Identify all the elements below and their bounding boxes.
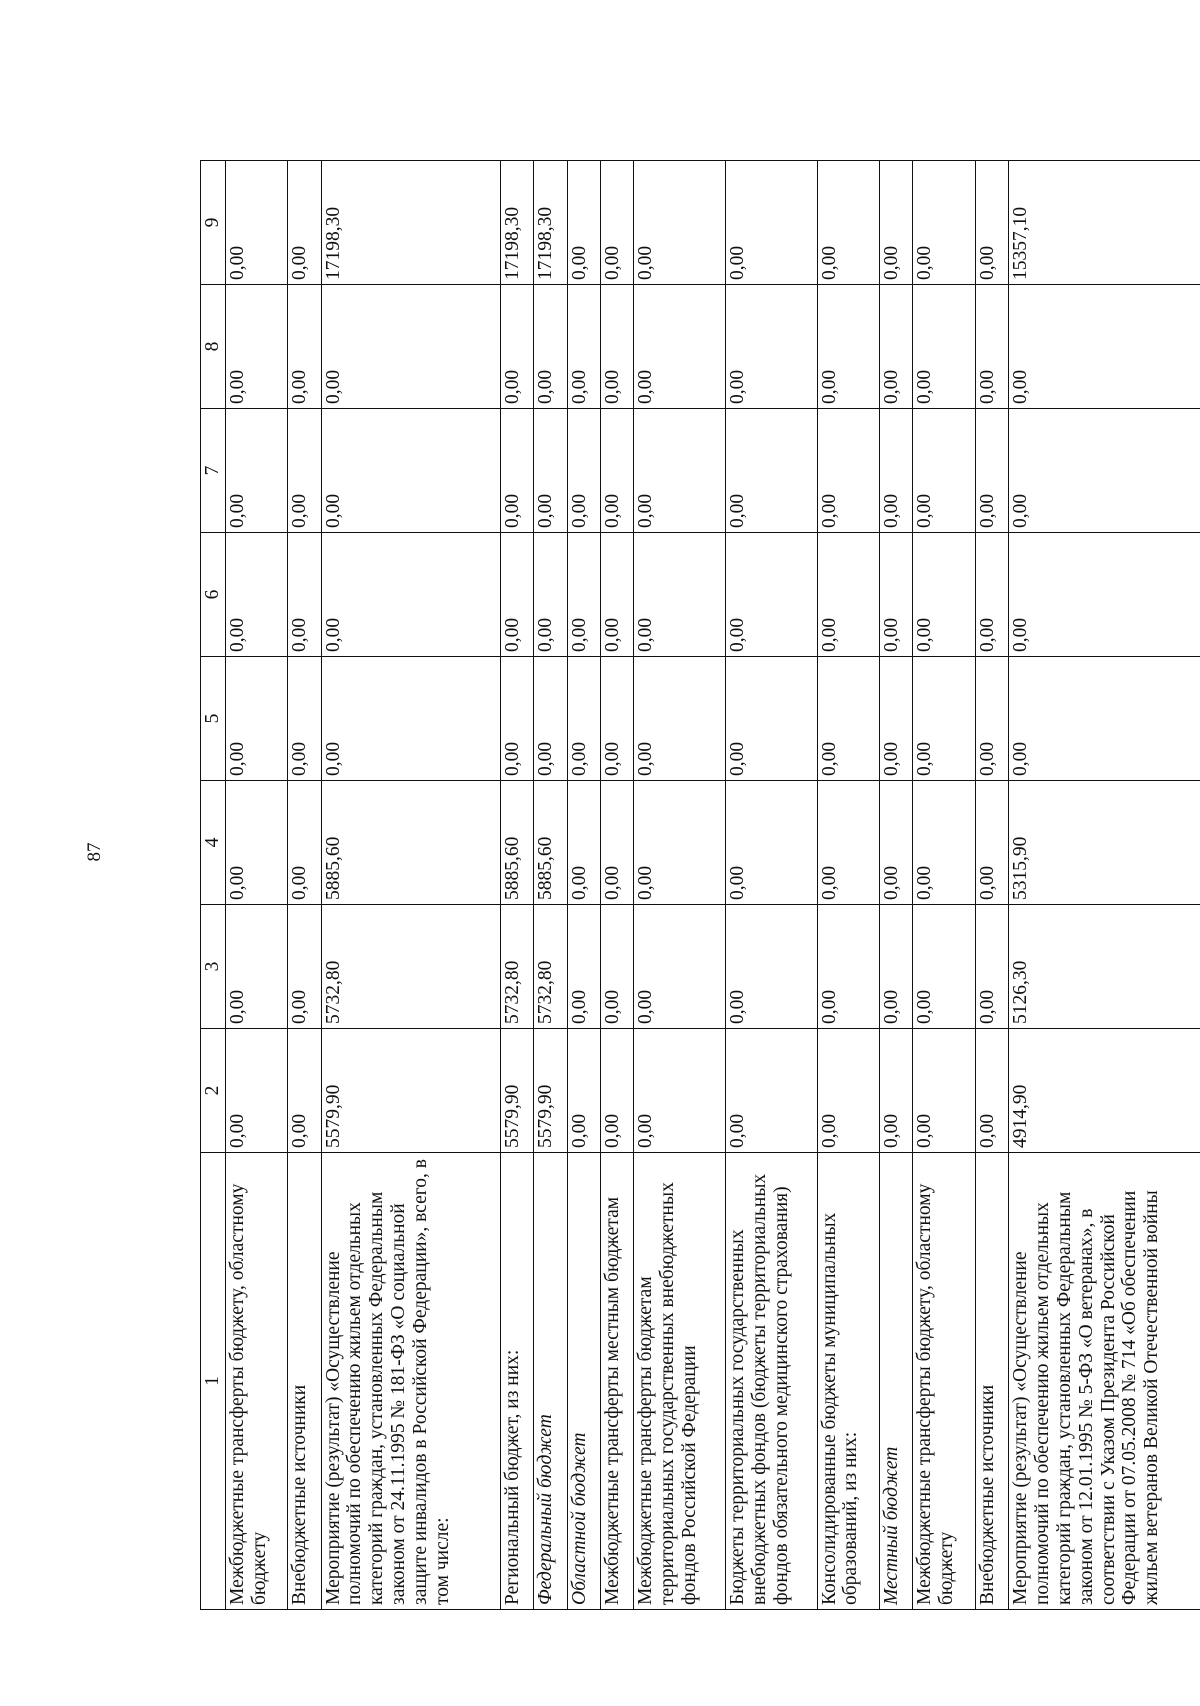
value-cell-col-3: 5732,80 (321, 905, 501, 1029)
value-cell-col-3: 0,00 (600, 905, 633, 1029)
value-cell-col-6: 0,00 (288, 533, 321, 657)
value-cell-col-6: 0,00 (567, 533, 600, 657)
value-cell-col-4: 0,00 (567, 781, 600, 905)
value-cell-col-7: 0,00 (501, 409, 534, 533)
value-cell-col-3: 5732,80 (501, 905, 534, 1029)
row-label: Межбюджетные трансферты бюджету, областному бюджету (913, 1153, 976, 1610)
value-cell-col-9: 0,00 (913, 161, 976, 285)
value-cell-col-9: 0,00 (725, 161, 817, 285)
value-cell-col-6: 0,00 (534, 533, 567, 657)
value-cell-col-3: 0,00 (975, 905, 1008, 1029)
row-label: Межбюджетные трансферты бюджету, областному бюджету (225, 1153, 288, 1610)
value-cell-col-9: 0,00 (880, 161, 913, 285)
value-cell-col-5: 0,00 (501, 657, 534, 781)
value-cell-col-3: 0,00 (567, 905, 600, 1029)
value-cell-col-4: 0,00 (225, 781, 288, 905)
value-cell-col-4: 5885,60 (501, 781, 534, 905)
table-row (634, 161, 726, 1610)
value-cell-col-5: 0,00 (1009, 657, 1200, 781)
value-cell-col-8: 0,00 (321, 285, 501, 409)
value-cell-col-2: 0,00 (913, 1029, 976, 1153)
value-cell-col-3: 0,00 (725, 905, 817, 1029)
value-cell-col-7: 0,00 (288, 409, 321, 533)
value-cell-col-5: 0,00 (634, 657, 726, 781)
value-cell-col-8: 0,00 (567, 285, 600, 409)
row-label: Консолидированные бюджеты муниципальных образований, из них: (817, 1153, 880, 1610)
value-cell-col-6: 0,00 (1009, 533, 1200, 657)
value-cell-col-7: 0,00 (225, 409, 288, 533)
value-cell-col-2: 0,00 (725, 1029, 817, 1153)
value-cell-col-8: 0,00 (817, 285, 880, 409)
value-cell-col-5: 0,00 (817, 657, 880, 781)
table-row (225, 161, 288, 1610)
row-label: Местный бюджет (880, 1153, 913, 1610)
budget-table-rotated (200, 160, 1200, 1610)
value-cell-col-2: 4914,90 (1009, 1029, 1200, 1153)
table-body (225, 161, 1200, 1610)
table-row (600, 161, 633, 1610)
value-cell-col-2: 0,00 (975, 1029, 1008, 1153)
table-row (913, 161, 976, 1610)
value-cell-col-4: 0,00 (880, 781, 913, 905)
header-col-1: 1 (201, 1153, 226, 1610)
value-cell-col-3: 0,00 (913, 905, 976, 1029)
page-number: 87 (84, 842, 105, 862)
row-label: Мероприятие (результат) «Осуществление полномочий по обеспечению жильем отдельных категорий граждан, установленных Федеральным законом от 24.11.1995 № 181-ФЗ «О социальной защите инвалидов в Российской Федерации», всего, в том числе: (321, 1153, 501, 1610)
value-cell-col-8: 0,00 (880, 285, 913, 409)
value-cell-col-8: 0,00 (288, 285, 321, 409)
value-cell-col-2: 5579,90 (534, 1029, 567, 1153)
table-header (201, 161, 226, 1610)
row-label: Межбюджетные трансферты бюджетам территориальных государственных внебюджетных фондов Российской Федерации (634, 1153, 726, 1610)
table-row (725, 161, 817, 1610)
value-cell-col-5: 0,00 (725, 657, 817, 781)
row-label: Внебюджетные источники (975, 1153, 1008, 1610)
value-cell-col-9: 0,00 (634, 161, 726, 285)
header-col-9: 9 (201, 161, 226, 285)
row-label: Межбюджетные трансферты местным бюджетам (600, 1153, 633, 1610)
value-cell-col-2: 0,00 (225, 1029, 288, 1153)
table-row (880, 161, 913, 1610)
value-cell-col-6: 0,00 (225, 533, 288, 657)
value-cell-col-4: 0,00 (634, 781, 726, 905)
header-row (201, 161, 226, 1610)
value-cell-col-6: 0,00 (817, 533, 880, 657)
value-cell-col-5: 0,00 (321, 657, 501, 781)
value-cell-col-4: 0,00 (288, 781, 321, 905)
header-col-4: 4 (201, 781, 226, 905)
value-cell-col-7: 0,00 (725, 409, 817, 533)
value-cell-col-9: 0,00 (567, 161, 600, 285)
table-row (501, 161, 534, 1610)
value-cell-col-3: 0,00 (634, 905, 726, 1029)
table-row (1009, 161, 1200, 1610)
value-cell-col-2: 5579,90 (501, 1029, 534, 1153)
row-label: Областной бюджет (567, 1153, 600, 1610)
value-cell-col-5: 0,00 (534, 657, 567, 781)
value-cell-col-5: 0,00 (975, 657, 1008, 781)
value-cell-col-9: 17198,30 (501, 161, 534, 285)
value-cell-col-8: 0,00 (225, 285, 288, 409)
header-col-7: 7 (201, 409, 226, 533)
value-cell-col-5: 0,00 (567, 657, 600, 781)
value-cell-col-6: 0,00 (725, 533, 817, 657)
value-cell-col-5: 0,00 (288, 657, 321, 781)
header-col-5: 5 (201, 657, 226, 781)
value-cell-col-2: 0,00 (880, 1029, 913, 1153)
value-cell-col-5: 0,00 (880, 657, 913, 781)
value-cell-col-5: 0,00 (225, 657, 288, 781)
value-cell-col-6: 0,00 (975, 533, 1008, 657)
table-row (975, 161, 1008, 1610)
budget-table (200, 160, 1200, 1610)
table-row (567, 161, 600, 1610)
value-cell-col-5: 0,00 (913, 657, 976, 781)
value-cell-col-2: 0,00 (634, 1029, 726, 1153)
value-cell-col-2: 5579,90 (321, 1029, 501, 1153)
value-cell-col-9: 0,00 (817, 161, 880, 285)
header-col-3: 3 (201, 905, 226, 1029)
value-cell-col-3: 0,00 (225, 905, 288, 1029)
header-col-6: 6 (201, 533, 226, 657)
value-cell-col-3: 5126,30 (1009, 905, 1200, 1029)
value-cell-col-8: 0,00 (913, 285, 976, 409)
value-cell-col-9: 0,00 (975, 161, 1008, 285)
header-col-2: 2 (201, 1029, 226, 1153)
value-cell-col-9: 17198,30 (534, 161, 567, 285)
row-label: Региональный бюджет, из них: (501, 1153, 534, 1610)
value-cell-col-8: 0,00 (501, 285, 534, 409)
value-cell-col-6: 0,00 (501, 533, 534, 657)
value-cell-col-4: 0,00 (725, 781, 817, 905)
value-cell-col-7: 0,00 (913, 409, 976, 533)
value-cell-col-7: 0,00 (880, 409, 913, 533)
value-cell-col-9: 0,00 (288, 161, 321, 285)
value-cell-col-7: 0,00 (567, 409, 600, 533)
value-cell-col-8: 0,00 (600, 285, 633, 409)
value-cell-col-4: 0,00 (913, 781, 976, 905)
value-cell-col-6: 0,00 (913, 533, 976, 657)
value-cell-col-5: 0,00 (600, 657, 633, 781)
value-cell-col-7: 0,00 (1009, 409, 1200, 533)
value-cell-col-4: 0,00 (600, 781, 633, 905)
value-cell-col-3: 0,00 (288, 905, 321, 1029)
row-label: Мероприятие (результат) «Осуществление полномочий по обеспечению жильем отдельных категорий граждан, установленных Федеральным законом от 12.01.1995 № 5-ФЗ «О ветеранах», в соответствии с Указом Президента Российской Федерации от 07.05.2008 № 714 «Об обеспечении жильем ветеранов Великой Отечественной войны (1009, 1153, 1200, 1610)
table-row (321, 161, 501, 1610)
value-cell-col-7: 0,00 (600, 409, 633, 533)
value-cell-col-2: 0,00 (567, 1029, 600, 1153)
value-cell-col-9: 0,00 (600, 161, 633, 285)
row-label: Федеральный бюджет (534, 1153, 567, 1610)
value-cell-col-8: 0,00 (725, 285, 817, 409)
value-cell-col-3: 5732,80 (534, 905, 567, 1029)
value-cell-col-6: 0,00 (600, 533, 633, 657)
value-cell-col-8: 0,00 (634, 285, 726, 409)
value-cell-col-3: 0,00 (817, 905, 880, 1029)
value-cell-col-7: 0,00 (321, 409, 501, 533)
table-row (534, 161, 567, 1610)
header-col-8: 8 (201, 285, 226, 409)
value-cell-col-4: 0,00 (975, 781, 1008, 905)
value-cell-col-9: 0,00 (225, 161, 288, 285)
value-cell-col-3: 0,00 (880, 905, 913, 1029)
value-cell-col-7: 0,00 (534, 409, 567, 533)
value-cell-col-9: 17198,30 (321, 161, 501, 285)
row-label: Бюджеты территориальных государственных внебюджетных фондов (бюджеты территориальных фондов обязательного медицинского страхования) (725, 1153, 817, 1610)
value-cell-col-6: 0,00 (880, 533, 913, 657)
value-cell-col-6: 0,00 (634, 533, 726, 657)
value-cell-col-8: 0,00 (1009, 285, 1200, 409)
value-cell-col-7: 0,00 (634, 409, 726, 533)
value-cell-col-2: 0,00 (600, 1029, 633, 1153)
value-cell-col-8: 0,00 (534, 285, 567, 409)
value-cell-col-4: 0,00 (817, 781, 880, 905)
value-cell-col-2: 0,00 (288, 1029, 321, 1153)
value-cell-col-9: 15357,10 (1009, 161, 1200, 285)
table-row (817, 161, 880, 1610)
value-cell-col-7: 0,00 (817, 409, 880, 533)
value-cell-col-8: 0,00 (975, 285, 1008, 409)
value-cell-col-2: 0,00 (817, 1029, 880, 1153)
value-cell-col-6: 0,00 (321, 533, 501, 657)
value-cell-col-4: 5885,60 (321, 781, 501, 905)
value-cell-col-7: 0,00 (975, 409, 1008, 533)
value-cell-col-4: 5885,60 (534, 781, 567, 905)
value-cell-col-4: 5315,90 (1009, 781, 1200, 905)
row-label: Внебюджетные источники (288, 1153, 321, 1610)
table-row (288, 161, 321, 1610)
